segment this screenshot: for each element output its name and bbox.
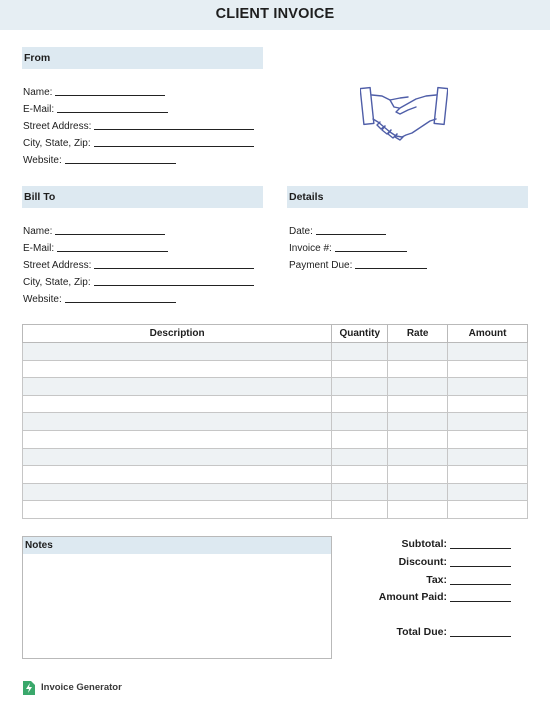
details-payment-label: Payment Due: (289, 260, 353, 271)
table-row (23, 466, 528, 484)
details-payment-line[interactable] (355, 268, 427, 269)
page-title: CLIENT INVOICE (215, 6, 335, 22)
quantity-cell[interactable] (332, 378, 388, 396)
details-invoice-label: Invoice #: (289, 243, 332, 254)
handshake-icon (360, 85, 448, 141)
amount-cell[interactable] (448, 501, 528, 519)
tax-line[interactable] (450, 584, 511, 585)
bill-city-label: City, State, Zip: (23, 277, 91, 288)
rate-cell[interactable] (388, 466, 448, 484)
details-header (287, 186, 528, 208)
bill-website-field[interactable] (23, 294, 176, 308)
table-row (23, 360, 528, 378)
bill-to-header (22, 186, 263, 208)
table-row (23, 448, 528, 466)
bill-city-line[interactable] (94, 285, 254, 286)
amount-cell[interactable] (448, 430, 528, 448)
rate-cell[interactable] (388, 501, 448, 519)
details-date-line[interactable] (316, 234, 386, 235)
from-heading: From (24, 52, 51, 64)
rate-cell[interactable] (388, 413, 448, 431)
description-cell[interactable] (23, 483, 332, 501)
from-email-field[interactable] (23, 104, 168, 118)
description-cell[interactable] (23, 378, 332, 396)
quantity-cell[interactable] (332, 430, 388, 448)
from-street-field[interactable] (23, 121, 254, 135)
details-heading: Details (289, 191, 324, 203)
total-due-line[interactable] (450, 636, 511, 637)
bill-name-line[interactable] (55, 234, 165, 235)
notes-heading: Notes (25, 540, 53, 551)
quantity-cell[interactable] (332, 483, 388, 501)
from-street-line[interactable] (94, 129, 254, 130)
from-name-field[interactable] (23, 87, 165, 101)
description-cell[interactable] (23, 448, 332, 466)
notes-header (23, 537, 331, 554)
bill-email-label: E-Mail: (23, 243, 55, 254)
description-cell[interactable] (23, 430, 332, 448)
from-website-label: Website: (23, 155, 62, 166)
amount-cell[interactable] (448, 413, 528, 431)
column-header-rate: Rate (388, 325, 448, 343)
from-email-line[interactable] (57, 112, 168, 113)
rate-cell[interactable] (388, 343, 448, 361)
lightning-bolt-icon (22, 680, 36, 696)
column-header-description: Description (23, 325, 332, 343)
table-row (23, 378, 528, 396)
amount-cell[interactable] (448, 395, 528, 413)
description-cell[interactable] (23, 501, 332, 519)
table-row (23, 395, 528, 413)
from-header (22, 47, 263, 69)
amount-paid-label: Amount Paid: (378, 591, 447, 603)
rate-cell[interactable] (388, 395, 448, 413)
brand-name: Invoice Generator (41, 682, 122, 693)
amount-paid-line[interactable] (450, 601, 511, 602)
table-row (23, 343, 528, 361)
quantity-cell[interactable] (332, 501, 388, 519)
details-date-field[interactable] (289, 226, 386, 240)
bill-name-label: Name: (23, 226, 53, 237)
quantity-cell[interactable] (332, 360, 388, 378)
tax-label: Tax: (426, 574, 447, 586)
details-invoice-line[interactable] (335, 251, 407, 252)
bill-name-field[interactable] (23, 226, 165, 240)
from-city-line[interactable] (94, 146, 254, 147)
column-header-quantity: Quantity (332, 325, 388, 343)
rate-cell[interactable] (388, 378, 448, 396)
discount-line[interactable] (450, 566, 511, 567)
amount-cell[interactable] (448, 343, 528, 361)
bill-street-line[interactable] (94, 268, 254, 269)
notes-box[interactable] (22, 536, 332, 659)
from-street-label: Street Address: (23, 121, 92, 132)
from-city-field[interactable] (23, 138, 254, 152)
rate-cell[interactable] (388, 430, 448, 448)
rate-cell[interactable] (388, 448, 448, 466)
details-payment-field[interactable] (289, 260, 427, 274)
bill-email-field[interactable] (23, 243, 168, 257)
description-cell[interactable] (23, 466, 332, 484)
from-email-label: E-Mail: (23, 104, 55, 115)
details-date-label: Date: (289, 226, 313, 237)
total-due-label: Total Due: (396, 626, 447, 638)
from-website-line[interactable] (65, 163, 176, 164)
bill-city-field[interactable] (23, 277, 254, 291)
description-cell[interactable] (23, 413, 332, 431)
details-invoice-field[interactable] (289, 243, 407, 257)
quantity-cell[interactable] (332, 466, 388, 484)
line-items-table (22, 324, 528, 519)
table-row (23, 501, 528, 519)
from-name-label: Name: (23, 87, 53, 98)
amount-cell[interactable] (448, 378, 528, 396)
rate-cell[interactable] (388, 360, 448, 378)
quantity-cell[interactable] (332, 448, 388, 466)
amount-cell[interactable] (448, 448, 528, 466)
quantity-cell[interactable] (332, 343, 388, 361)
amount-cell[interactable] (448, 360, 528, 378)
bill-email-line[interactable] (57, 251, 168, 252)
bill-website-label: Website: (23, 294, 62, 305)
table-row (23, 430, 528, 448)
amount-cell[interactable] (448, 483, 528, 501)
quantity-cell[interactable] (332, 395, 388, 413)
subtotal-label: Subtotal: (401, 538, 447, 550)
bill-street-field[interactable] (23, 260, 254, 274)
bill-to-heading: Bill To (24, 191, 56, 203)
from-name-line[interactable] (55, 95, 165, 96)
quantity-cell[interactable] (332, 413, 388, 431)
subtotal-line[interactable] (450, 548, 511, 549)
discount-label: Discount: (398, 556, 447, 568)
from-website-field[interactable] (23, 155, 176, 169)
column-header-amount: Amount (448, 325, 528, 343)
description-cell[interactable] (23, 360, 332, 378)
description-cell[interactable] (23, 343, 332, 361)
rate-cell[interactable] (388, 483, 448, 501)
description-cell[interactable] (23, 395, 332, 413)
amount-cell[interactable] (448, 466, 528, 484)
table-row (23, 413, 528, 431)
table-header-row (23, 325, 528, 343)
bill-website-line[interactable] (65, 302, 176, 303)
table-row (23, 483, 528, 501)
bill-street-label: Street Address: (23, 260, 92, 271)
from-city-label: City, State, Zip: (23, 138, 91, 149)
